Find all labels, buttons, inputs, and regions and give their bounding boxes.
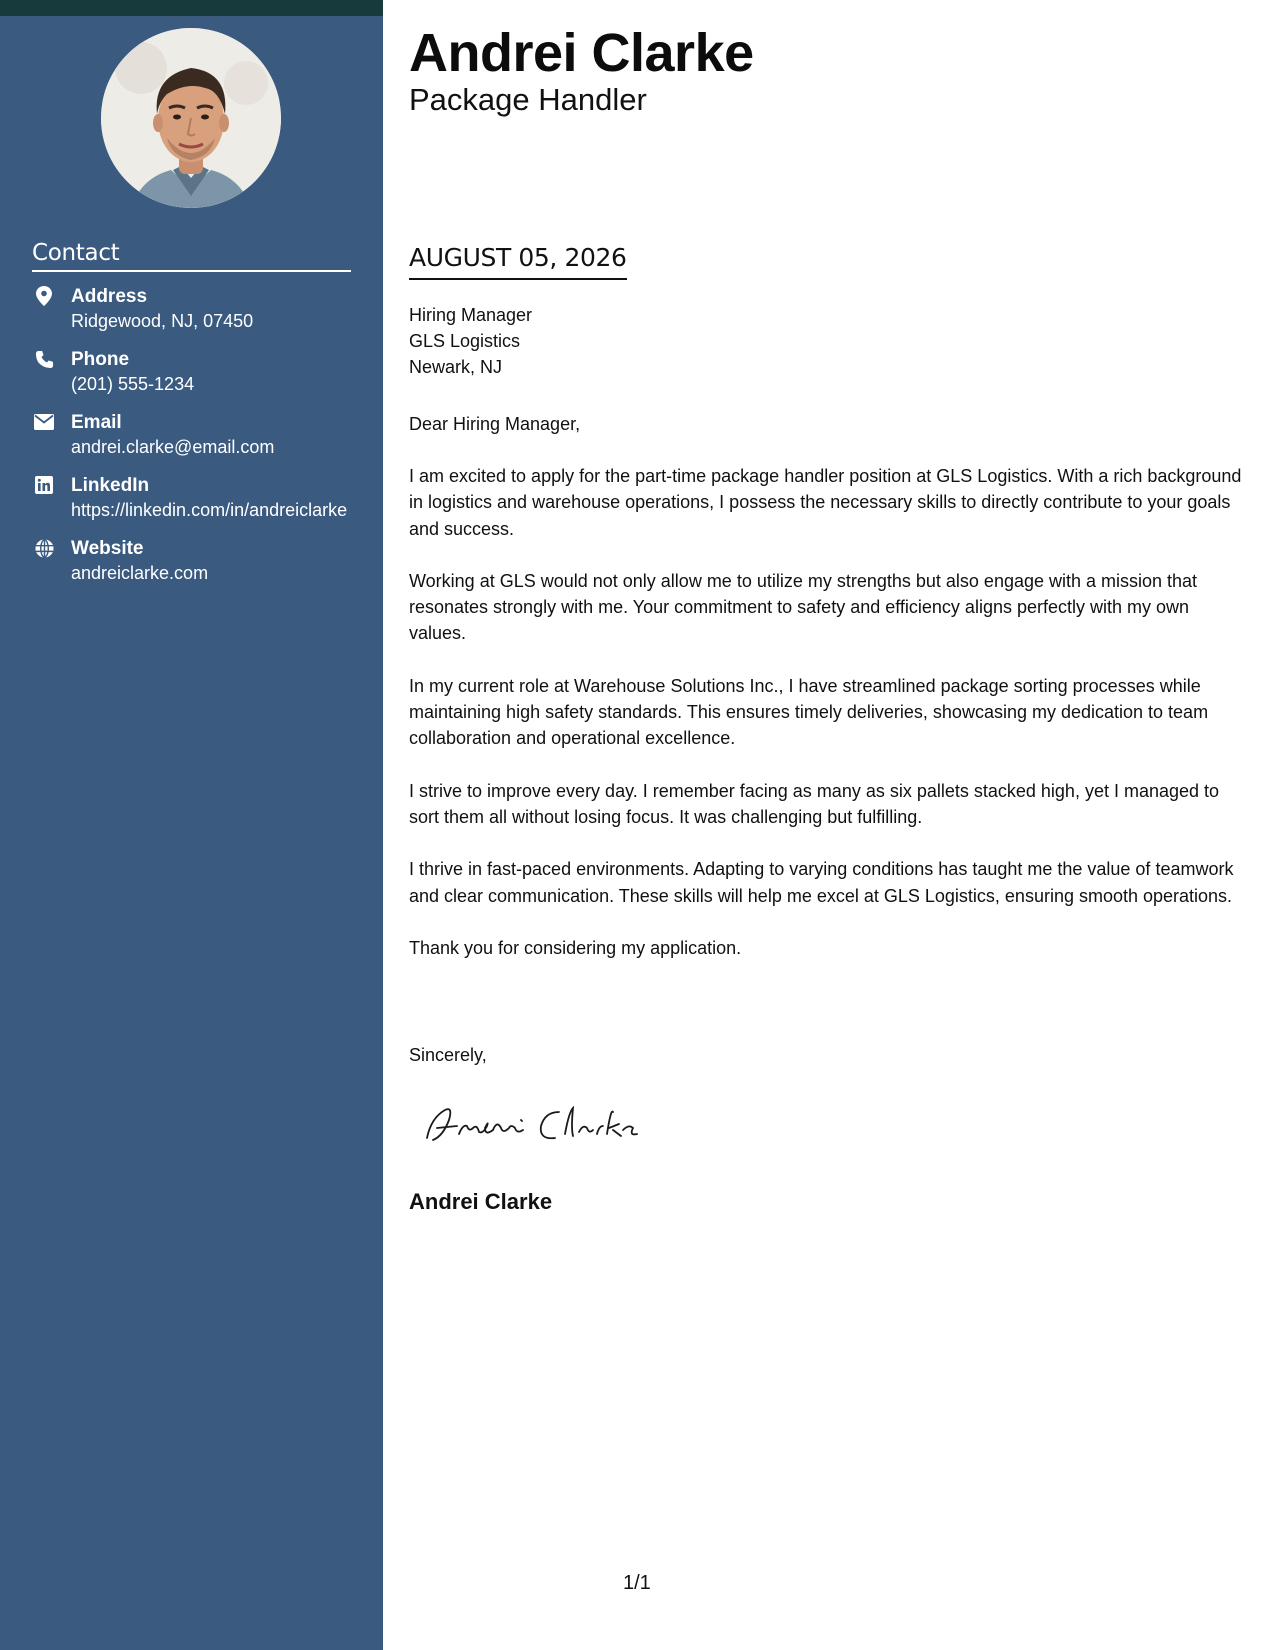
contact-label: Website (71, 538, 144, 559)
recipient-block (409, 302, 532, 380)
contact-value: andreiclarke.com (71, 563, 209, 583)
applicant-name: Andrei Clarke (409, 23, 754, 83)
job-title: Package Handler (409, 82, 647, 117)
letter-date: AUGUST 05, 2026 (409, 243, 627, 280)
contact-value: andrei.clarke@email.com (71, 437, 275, 457)
body-paragraph: Thank you for considering my application. (409, 937, 742, 958)
contact-address (32, 284, 352, 333)
body-paragraph: I am excited to apply for the part-time package handler position at GLS Logistics. With a rich background in logistics and warehouse operations, I possess the necessary skills to directly contribute to your goals and success. (409, 466, 1242, 539)
phone-icon (34, 349, 54, 369)
linkedin-icon (34, 475, 54, 495)
contact-website (32, 536, 352, 585)
avatar (101, 28, 281, 208)
contact-label: LinkedIn (71, 475, 150, 496)
page-number: 1/1 (623, 1572, 651, 1594)
recipient-line: Hiring Manager (409, 305, 533, 325)
contact-label: Phone (71, 349, 130, 370)
signer-name: Andrei Clarke (409, 1189, 553, 1214)
contact-label: Email (71, 412, 122, 433)
profile-photo (101, 28, 281, 208)
contact-value: https://linkedin.com/in/andreiclarke (71, 500, 348, 520)
contact-email (32, 410, 352, 459)
contact-value: Ridgewood, NJ, 07450 (71, 311, 254, 331)
body-paragraph: Working at GLS would not only allow me to utilize my strengths but also engage with a mission that resonates strongly with me. Your commitment to safety and efficiency aligns perfectly with my own values. (409, 570, 1198, 644)
contact-heading: Contact (32, 240, 351, 272)
contact-label: Address (71, 286, 148, 307)
greeting: Dear Hiring Manager, (409, 414, 581, 434)
letter-body (409, 463, 1249, 987)
recipient-line: GLS Logistics (409, 331, 521, 351)
signature (423, 1098, 653, 1148)
sidebar-top-bar (0, 0, 383, 16)
body-paragraph: In my current role at Warehouse Solutions Inc., I have streamlined package sorting processes while maintaining high safety standards. This ensures timely deliveries, showcasing my dedication to team collaboration and operational excellence. (409, 675, 1209, 749)
envelope-icon (34, 412, 54, 432)
globe-icon (34, 538, 54, 558)
contact-linkedin (32, 473, 352, 522)
contact-value: (201) 555-1234 (71, 374, 195, 394)
body-paragraph: I thrive in fast-paced environments. Adapting to varying conditions has taught me the value of teamwork and clear communication. These skills will help me excel at GLS Logistics, ensuring smooth operations. (409, 859, 1234, 906)
sidebar (0, 0, 383, 1650)
contact-list (32, 284, 352, 599)
contact-phone (32, 347, 352, 396)
recipient-line: Newark, NJ (409, 357, 503, 377)
closing: Sincerely, (409, 1045, 487, 1065)
body-paragraph: I strive to improve every day. I remember facing as many as six pallets stacked high, yet I managed to sort them all without losing focus. It was challenging but fulfilling. (409, 780, 1220, 827)
map-pin-icon (34, 286, 54, 306)
